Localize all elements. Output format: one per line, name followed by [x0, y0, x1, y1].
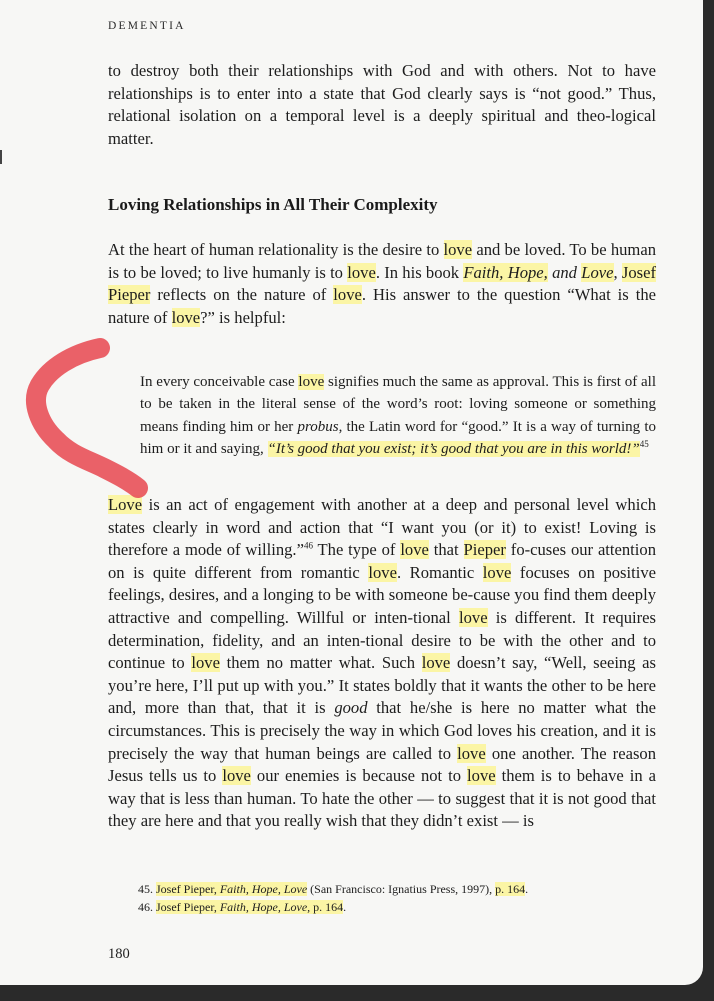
- text-run: .: [343, 900, 347, 914]
- text-run: . His answer to the question “What is the nature of: [108, 285, 656, 327]
- text-run: good: [334, 698, 368, 718]
- red-pen-stroke: [36, 348, 138, 488]
- text-run: is an act of engagement with another at a deep and personal level which states clearly in word and action that “I want you (or it) to exist! Loving is therefore a mode of willing.”: [108, 495, 656, 560]
- text-run: and: [552, 262, 582, 282]
- highlighted-text: love: [443, 240, 473, 259]
- text-run: 46.: [138, 900, 156, 914]
- footnote-ref: 46: [303, 540, 313, 551]
- highlighted-text: “It’s good that you exist; it’s good that you are in this world!”: [267, 440, 640, 457]
- highlighted-text: Love: [581, 262, 614, 282]
- running-head: DEMENTIA: [108, 20, 186, 32]
- text-run: ?” is helpful:: [200, 307, 286, 327]
- highlighted-text: Josef Pieper,: [156, 882, 220, 896]
- text-run: our enemies is because not to: [250, 766, 468, 786]
- text-run: The type of: [312, 540, 401, 560]
- highlighted-text: love: [347, 262, 376, 282]
- text-run: doesn’t say, “Well, seeing as you’re here, I’ll put up with you.” It states boldly that it wants the other to be here and, more than that, that it is: [108, 653, 657, 718]
- text-run: focuses on positive feelings, desires, and a longing to be with someone be-cause you find them deeply attractive and compelling. Willful or inten-tional: [108, 562, 656, 627]
- text-run: reflects on the nature of: [150, 285, 334, 304]
- intro-paragraph-text: to destroy both their relationships with God and with others. Not to have relationships is to enter into a state that God clearly says is “not good.” Thus, relational isolation on a temporal level is a deeply spiritual and theo-logical matter.: [108, 61, 656, 148]
- highlighted-text: p. 164: [495, 882, 526, 896]
- text-run: 45.: [138, 882, 156, 896]
- highlighted-text: love: [457, 743, 486, 763]
- highlighted-text: love: [467, 766, 496, 786]
- text-run: one another. The reason Jesus tells us to: [108, 743, 656, 786]
- text-run: that he/she is here no matter what the circumstances. This is precisely the way in which God loves his creation, and it is precisely the way that human beings are called to: [108, 698, 656, 763]
- highlighted-text: Josef Pieper: [108, 262, 657, 304]
- text-run: them no matter what. Such: [219, 653, 422, 673]
- love-paragraph: [108, 239, 656, 329]
- blockquote-text: [140, 371, 656, 460]
- highlighted-text: p. 164: [310, 900, 344, 914]
- page-number: 180: [108, 946, 130, 962]
- highlighted-text: Faith, Hope, Love,: [219, 900, 311, 914]
- pieper-blockquote: [140, 356, 656, 475]
- text-run: . In his book: [375, 262, 464, 282]
- section-heading: Loving Relationships in All Their Complexity: [108, 195, 438, 214]
- highlighted-text: Josef Pieper,: [156, 900, 220, 914]
- text-run: , the Latin word for “good.” It is a way of turning to him or it and saying,: [140, 418, 657, 457]
- text-run: is different. It requires determination, fidelity, and an inten-tional desire to be with the other and to continue to: [108, 607, 656, 673]
- text-run: . Romantic: [396, 562, 483, 582]
- highlighted-text: love: [421, 653, 451, 673]
- highlighted-text: love: [482, 562, 512, 582]
- highlighted-text: love: [458, 607, 488, 627]
- text-run: that: [428, 540, 464, 560]
- highlighted-text: Pieper: [463, 540, 506, 560]
- text-run: probus: [297, 418, 339, 435]
- page-edge-mark: [0, 150, 2, 164]
- highlighted-text: love: [368, 562, 397, 582]
- engagement-paragraph-text: [108, 494, 656, 833]
- engagement-paragraph: [108, 494, 656, 833]
- highlighted-text: Faith, Hope,: [463, 262, 548, 282]
- text-run: .: [525, 882, 529, 896]
- footnote-ref: 45: [639, 438, 649, 449]
- highlighted-text: love: [171, 307, 201, 327]
- highlighted-text: Love: [108, 495, 143, 514]
- footnote-45: [138, 880, 658, 898]
- text-run: In every conceivable case: [140, 374, 299, 390]
- highlighted-text: love: [333, 285, 362, 304]
- text-run: them is to behave in a way that is less than human. To hate the other — to suggest that it is not good that they are here and that you really wish that they didn’t exist — is: [108, 766, 656, 831]
- text-run: (San Francisco: Ignatius Press, 1997),: [307, 882, 496, 896]
- footnotes: [138, 880, 658, 916]
- text-run: and be loved. To be human is to be loved; to live humanly is to: [108, 240, 656, 282]
- highlighted-text: love: [191, 653, 220, 673]
- intro-paragraph: [108, 60, 656, 150]
- text-run: signifies much the same as approval. This is first of all to be taken in the literal sense of the word’s root: loving someone or something means finding him or her: [140, 374, 656, 435]
- highlighted-text: love: [222, 766, 251, 786]
- footnote-46: [138, 898, 658, 916]
- highlighted-text: love: [400, 540, 429, 560]
- highlighted-text: love: [298, 374, 325, 390]
- highlighted-text: Faith, Hope, Love: [219, 882, 308, 896]
- text-run: At the heart of human relationality is the desire to: [108, 240, 444, 259]
- text-run: ,: [613, 262, 622, 282]
- text-run: fo-cuses our attention on is quite different from romantic: [108, 540, 656, 582]
- love-paragraph-text: [108, 239, 656, 329]
